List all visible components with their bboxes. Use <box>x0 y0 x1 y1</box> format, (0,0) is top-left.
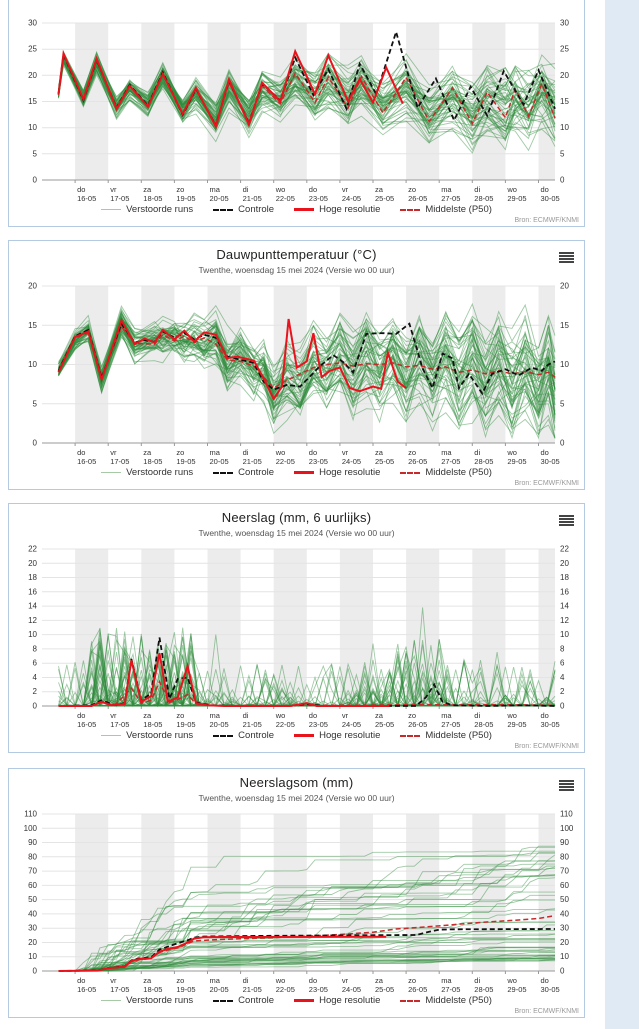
svg-text:5: 5 <box>32 149 37 159</box>
svg-text:18: 18 <box>28 573 37 582</box>
svg-text:20: 20 <box>560 281 569 291</box>
svg-text:21-05: 21-05 <box>242 985 262 994</box>
svg-text:90: 90 <box>28 838 37 847</box>
legend-label: Controle <box>238 995 275 1006</box>
svg-text:22-05: 22-05 <box>275 194 295 203</box>
svg-text:30: 30 <box>28 923 37 933</box>
svg-text:20: 20 <box>560 558 569 568</box>
svg-text:22: 22 <box>560 544 569 554</box>
svg-text:wo: wo <box>507 711 517 720</box>
svg-text:5: 5 <box>560 399 565 409</box>
legend-swatch-hres <box>294 208 314 211</box>
chart-panel-neerslag <box>8 503 585 753</box>
svg-text:do: do <box>308 711 318 720</box>
legend-label: Controle <box>238 204 275 215</box>
svg-text:22: 22 <box>28 544 37 554</box>
svg-text:do: do <box>540 185 549 194</box>
svg-text:18: 18 <box>560 573 569 582</box>
legend-item-hoge-resolutie[interactable] <box>294 730 380 741</box>
svg-text:zo: zo <box>176 711 185 720</box>
svg-text:22-05: 22-05 <box>275 720 295 729</box>
svg-text:40: 40 <box>28 909 37 919</box>
svg-text:do: do <box>77 185 86 194</box>
svg-text:2: 2 <box>560 687 565 697</box>
svg-text:5: 5 <box>32 399 37 409</box>
svg-text:24-05: 24-05 <box>341 985 362 994</box>
legend-item-controle[interactable] <box>213 730 274 741</box>
chart-header <box>9 769 584 809</box>
svg-text:29-05: 29-05 <box>507 720 527 729</box>
legend-item-verstoorde-runs[interactable] <box>101 204 193 215</box>
svg-text:za: za <box>143 711 152 720</box>
svg-text:20: 20 <box>28 938 37 947</box>
legend-item-middelste-p50[interactable] <box>400 204 492 215</box>
svg-text:25: 25 <box>28 44 37 54</box>
svg-text:29-05: 29-05 <box>507 194 527 203</box>
svg-text:30-05: 30-05 <box>540 457 560 466</box>
svg-text:15: 15 <box>560 97 569 106</box>
source-credit: Bron: ECMWF/KNMI <box>514 217 579 224</box>
svg-text:za: za <box>143 976 152 985</box>
svg-text:do: do <box>540 448 549 457</box>
svg-text:di: di <box>474 976 481 985</box>
ensemble-chart-neerslag <box>10 544 583 729</box>
svg-text:16-05: 16-05 <box>77 720 97 729</box>
svg-text:24-05: 24-05 <box>341 457 362 466</box>
svg-text:do: do <box>540 711 549 720</box>
svg-text:10: 10 <box>560 630 569 640</box>
svg-text:27-05: 27-05 <box>441 457 461 466</box>
legend-label: Hoge resolutie <box>319 730 381 741</box>
svg-text:vr: vr <box>110 976 117 985</box>
svg-text:20: 20 <box>560 70 569 80</box>
svg-text:70: 70 <box>28 866 37 876</box>
svg-text:19-05: 19-05 <box>176 720 196 729</box>
chart-title: Neerslagsom (mm) <box>239 775 354 790</box>
svg-text:19-05: 19-05 <box>176 985 196 994</box>
legend-item-hoge-resolutie[interactable] <box>294 204 380 215</box>
svg-text:0: 0 <box>32 966 37 976</box>
source-credit: Bron: ECMWF/KNMI <box>514 480 579 487</box>
svg-text:ma: ma <box>209 185 220 194</box>
svg-text:14: 14 <box>560 601 569 611</box>
source-credit: Bron: ECMWF/KNMI <box>514 1008 579 1015</box>
chart-header <box>9 504 584 544</box>
svg-text:za: za <box>375 976 383 985</box>
svg-text:0: 0 <box>560 175 565 185</box>
svg-text:100: 100 <box>560 823 574 833</box>
legend-label: Middelste (P50) <box>425 995 492 1006</box>
svg-text:30-05: 30-05 <box>540 720 560 729</box>
svg-text:5: 5 <box>560 149 565 159</box>
svg-text:17-05: 17-05 <box>110 985 130 994</box>
svg-text:do: do <box>77 976 86 985</box>
legend-item-middelste-p50[interactable] <box>400 730 492 741</box>
svg-text:18-05: 18-05 <box>143 194 163 203</box>
svg-text:30: 30 <box>560 923 569 933</box>
svg-text:28-05: 28-05 <box>474 457 494 466</box>
svg-text:30: 30 <box>560 18 569 28</box>
legend-swatch-ensemble <box>101 735 121 736</box>
svg-text:26-05: 26-05 <box>408 720 428 729</box>
legend-label: Middelste (P50) <box>425 467 492 478</box>
svg-text:20: 20 <box>560 938 569 947</box>
svg-text:10: 10 <box>560 123 569 133</box>
svg-text:26-05: 26-05 <box>408 985 428 994</box>
svg-text:110: 110 <box>24 809 37 819</box>
svg-text:21-05: 21-05 <box>242 457 262 466</box>
svg-text:vr: vr <box>341 976 349 985</box>
svg-text:17-05: 17-05 <box>110 194 130 203</box>
svg-text:19-05: 19-05 <box>176 457 196 466</box>
svg-text:wo: wo <box>507 185 517 194</box>
legend-item-middelste-p50[interactable] <box>400 467 492 478</box>
legend-label: Verstoorde runs <box>126 730 194 741</box>
svg-text:24-05: 24-05 <box>341 720 362 729</box>
svg-text:22-05: 22-05 <box>275 985 295 994</box>
svg-text:25-05: 25-05 <box>375 985 395 994</box>
svg-text:23-05: 23-05 <box>308 194 328 203</box>
legend-label: Hoge resolutie <box>319 204 381 215</box>
svg-text:100: 100 <box>23 823 37 833</box>
svg-text:ma: ma <box>441 185 452 194</box>
chart-title: Dauwpunttemperatuur (°C) <box>216 247 377 262</box>
legend-swatch-hres <box>294 734 314 737</box>
legend-item-hoge-resolutie[interactable] <box>294 467 380 478</box>
svg-text:di: di <box>474 185 481 194</box>
source-credit: Bron: ECMWF/KNMI <box>514 743 579 750</box>
svg-text:16: 16 <box>560 587 569 597</box>
svg-text:di: di <box>474 448 481 457</box>
svg-text:do: do <box>308 976 318 985</box>
svg-text:do: do <box>540 976 549 985</box>
chart-subtitle: Twenthe, woensdag 15 mei 2024 (Versie wo 00 uur) <box>198 265 395 275</box>
chart-header <box>9 0 584 18</box>
hamburger-icon <box>559 515 574 517</box>
svg-text:di: di <box>474 711 481 720</box>
legend-label: Verstoorde runs <box>126 204 194 215</box>
svg-text:4: 4 <box>32 673 37 682</box>
legend-label: Hoge resolutie <box>319 467 381 478</box>
svg-text:0: 0 <box>32 701 37 711</box>
svg-text:23-05: 23-05 <box>308 720 328 729</box>
svg-text:27-05: 27-05 <box>441 985 461 994</box>
svg-text:29-05: 29-05 <box>507 457 527 466</box>
legend-swatch-ensemble <box>101 472 121 473</box>
svg-text:15: 15 <box>28 97 37 106</box>
svg-text:20: 20 <box>28 70 37 80</box>
svg-text:wo: wo <box>275 185 286 194</box>
svg-text:ma: ma <box>209 448 220 457</box>
legend-swatch-ensemble <box>101 1000 121 1001</box>
ensemble-chart-neerslagsom <box>10 809 583 994</box>
svg-text:20-05: 20-05 <box>209 194 229 203</box>
legend-swatch-hres <box>294 471 314 474</box>
svg-text:10: 10 <box>28 952 37 962</box>
chart-title: Neerslag (mm, 6 uurlijks) <box>221 510 372 525</box>
svg-text:25-05: 25-05 <box>375 720 395 729</box>
legend-label: Controle <box>238 467 275 478</box>
svg-text:ma: ma <box>441 976 452 985</box>
legend-label: Verstoorde runs <box>126 467 194 478</box>
svg-text:25-05: 25-05 <box>375 457 395 466</box>
svg-text:24-05: 24-05 <box>341 194 362 203</box>
svg-text:16: 16 <box>28 587 37 597</box>
svg-text:zo: zo <box>408 448 417 457</box>
svg-text:zo: zo <box>408 711 417 720</box>
svg-text:vr: vr <box>341 185 349 194</box>
svg-text:0: 0 <box>32 175 37 185</box>
svg-text:di: di <box>242 185 249 194</box>
svg-text:23-05: 23-05 <box>308 985 328 994</box>
svg-text:wo: wo <box>507 448 517 457</box>
chart-header <box>9 241 584 281</box>
svg-text:22-05: 22-05 <box>275 457 295 466</box>
svg-text:17-05: 17-05 <box>110 720 130 729</box>
svg-text:ma: ma <box>209 711 220 720</box>
svg-text:17-05: 17-05 <box>110 457 130 466</box>
svg-text:21-05: 21-05 <box>242 720 262 729</box>
svg-text:50: 50 <box>560 895 569 905</box>
legend-label: Controle <box>238 730 275 741</box>
svg-text:18-05: 18-05 <box>143 985 163 994</box>
svg-text:0: 0 <box>560 966 565 976</box>
hamburger-icon <box>559 252 574 254</box>
chart-menu-button[interactable] <box>559 251 574 264</box>
legend-swatch-controle <box>213 472 233 474</box>
legend-swatch-controle <box>213 1000 233 1002</box>
svg-text:30-05: 30-05 <box>540 985 560 994</box>
chart-subtitle: Twenthe, woensdag 15 mei 2024 (Versie wo 00 uur) <box>198 793 395 803</box>
legend-label: Middelste (P50) <box>425 730 492 741</box>
chart-legend <box>9 730 584 741</box>
svg-text:20-05: 20-05 <box>209 985 229 994</box>
page-background-strip <box>605 0 639 1029</box>
svg-text:8: 8 <box>32 644 37 654</box>
svg-text:18-05: 18-05 <box>143 457 163 466</box>
chart-legend <box>9 467 584 478</box>
svg-text:0: 0 <box>560 438 565 448</box>
svg-text:12: 12 <box>28 615 37 625</box>
svg-text:wo: wo <box>275 711 286 720</box>
svg-text:za: za <box>375 448 383 457</box>
svg-text:za: za <box>375 711 383 720</box>
svg-text:0: 0 <box>32 438 37 448</box>
chart-panel-temperature <box>8 0 585 227</box>
legend-item-controle[interactable] <box>213 204 274 215</box>
svg-text:16-05: 16-05 <box>77 194 97 203</box>
svg-text:za: za <box>143 185 152 194</box>
legend-item-verstoorde-runs[interactable] <box>101 995 193 1006</box>
legend-item-verstoorde-runs[interactable] <box>101 467 193 478</box>
svg-text:6: 6 <box>32 658 37 668</box>
legend-swatch-p50 <box>400 1000 420 1002</box>
svg-text:di: di <box>242 976 249 985</box>
svg-text:27-05: 27-05 <box>441 194 461 203</box>
svg-text:50: 50 <box>28 895 37 905</box>
svg-text:12: 12 <box>560 615 569 625</box>
svg-text:23-05: 23-05 <box>308 457 328 466</box>
chart-panel-neerslagsom <box>8 768 585 1018</box>
svg-text:80: 80 <box>560 852 569 862</box>
svg-text:10: 10 <box>28 123 37 133</box>
svg-text:25-05: 25-05 <box>375 194 395 203</box>
svg-text:2: 2 <box>32 687 37 697</box>
legend-item-middelste-p50[interactable] <box>400 995 492 1006</box>
svg-text:26-05: 26-05 <box>408 194 428 203</box>
legend-item-controle[interactable] <box>213 467 274 478</box>
legend-label: Middelste (P50) <box>425 204 492 215</box>
svg-text:90: 90 <box>560 838 569 847</box>
svg-text:do: do <box>308 448 318 457</box>
svg-text:15: 15 <box>28 320 37 330</box>
svg-text:10: 10 <box>560 952 569 962</box>
svg-text:20-05: 20-05 <box>209 457 229 466</box>
chart-menu-button[interactable] <box>559 514 574 527</box>
svg-text:15: 15 <box>560 320 569 330</box>
svg-text:10: 10 <box>28 630 37 640</box>
svg-text:30: 30 <box>28 18 37 28</box>
svg-text:vr: vr <box>110 711 117 720</box>
svg-text:20: 20 <box>28 281 37 291</box>
svg-text:zo: zo <box>176 185 185 194</box>
legend-label: Verstoorde runs <box>126 995 194 1006</box>
svg-text:zo: zo <box>408 976 417 985</box>
svg-text:60: 60 <box>28 880 37 890</box>
chart-menu-button[interactable] <box>559 0 574 1</box>
svg-text:28-05: 28-05 <box>474 985 494 994</box>
svg-text:70: 70 <box>560 866 569 876</box>
chart-menu-button[interactable] <box>559 779 574 792</box>
svg-text:di: di <box>242 711 249 720</box>
svg-text:vr: vr <box>110 185 117 194</box>
svg-text:za: za <box>143 448 152 457</box>
chart-panel-dauwpunttemperatuur <box>8 240 585 490</box>
svg-text:18-05: 18-05 <box>143 720 163 729</box>
ensemble-chart-dauwpunttemperatuur <box>10 281 583 466</box>
svg-text:vr: vr <box>341 448 349 457</box>
svg-text:20: 20 <box>28 558 37 568</box>
svg-text:di: di <box>242 448 249 457</box>
svg-text:zo: zo <box>176 976 185 985</box>
svg-text:8: 8 <box>560 644 565 654</box>
svg-text:14: 14 <box>28 601 37 611</box>
legend-swatch-hres <box>294 999 314 1002</box>
svg-text:28-05: 28-05 <box>474 194 494 203</box>
svg-text:21-05: 21-05 <box>242 194 262 203</box>
svg-text:25: 25 <box>560 44 569 54</box>
legend-item-hoge-resolutie[interactable] <box>294 995 380 1006</box>
svg-text:30-05: 30-05 <box>540 194 560 203</box>
svg-text:wo: wo <box>275 976 286 985</box>
svg-text:do: do <box>77 711 86 720</box>
chart-subtitle: Twenthe, woensdag 15 mei 2024 (Versie wo 00 uur) <box>198 528 395 538</box>
svg-text:4: 4 <box>560 673 565 682</box>
svg-text:za: za <box>375 185 383 194</box>
chart-legend <box>9 995 584 1006</box>
chart-legend <box>9 204 584 215</box>
legend-swatch-ensemble <box>101 209 121 210</box>
svg-text:60: 60 <box>560 880 569 890</box>
svg-text:20-05: 20-05 <box>209 720 229 729</box>
svg-text:40: 40 <box>560 909 569 919</box>
svg-text:16-05: 16-05 <box>77 457 97 466</box>
svg-text:ma: ma <box>441 711 452 720</box>
svg-text:0: 0 <box>560 701 565 711</box>
svg-text:zo: zo <box>408 185 417 194</box>
svg-text:27-05: 27-05 <box>441 720 461 729</box>
svg-text:26-05: 26-05 <box>408 457 428 466</box>
legend-swatch-controle <box>213 735 233 737</box>
svg-text:wo: wo <box>507 976 517 985</box>
svg-text:28-05: 28-05 <box>474 720 494 729</box>
svg-text:do: do <box>77 448 86 457</box>
legend-swatch-p50 <box>400 735 420 737</box>
svg-text:do: do <box>308 185 318 194</box>
ensemble-chart-temperature <box>10 18 583 203</box>
svg-text:16-05: 16-05 <box>77 985 97 994</box>
svg-text:ma: ma <box>209 976 220 985</box>
svg-text:vr: vr <box>110 448 117 457</box>
legend-item-controle[interactable] <box>213 995 274 1006</box>
svg-text:10: 10 <box>28 360 37 369</box>
legend-item-verstoorde-runs[interactable] <box>101 730 193 741</box>
legend-swatch-controle <box>213 209 233 211</box>
legend-label: Hoge resolutie <box>319 995 381 1006</box>
hamburger-icon <box>559 780 574 782</box>
svg-text:29-05: 29-05 <box>507 985 527 994</box>
svg-text:zo: zo <box>176 448 185 457</box>
svg-text:10: 10 <box>560 360 569 369</box>
svg-text:vr: vr <box>341 711 349 720</box>
legend-swatch-p50 <box>400 209 420 211</box>
svg-text:wo: wo <box>275 448 286 457</box>
svg-text:6: 6 <box>560 658 565 668</box>
legend-swatch-p50 <box>400 472 420 474</box>
svg-text:19-05: 19-05 <box>176 194 196 203</box>
svg-text:110: 110 <box>560 809 573 819</box>
svg-text:80: 80 <box>28 852 37 862</box>
svg-text:ma: ma <box>441 448 452 457</box>
